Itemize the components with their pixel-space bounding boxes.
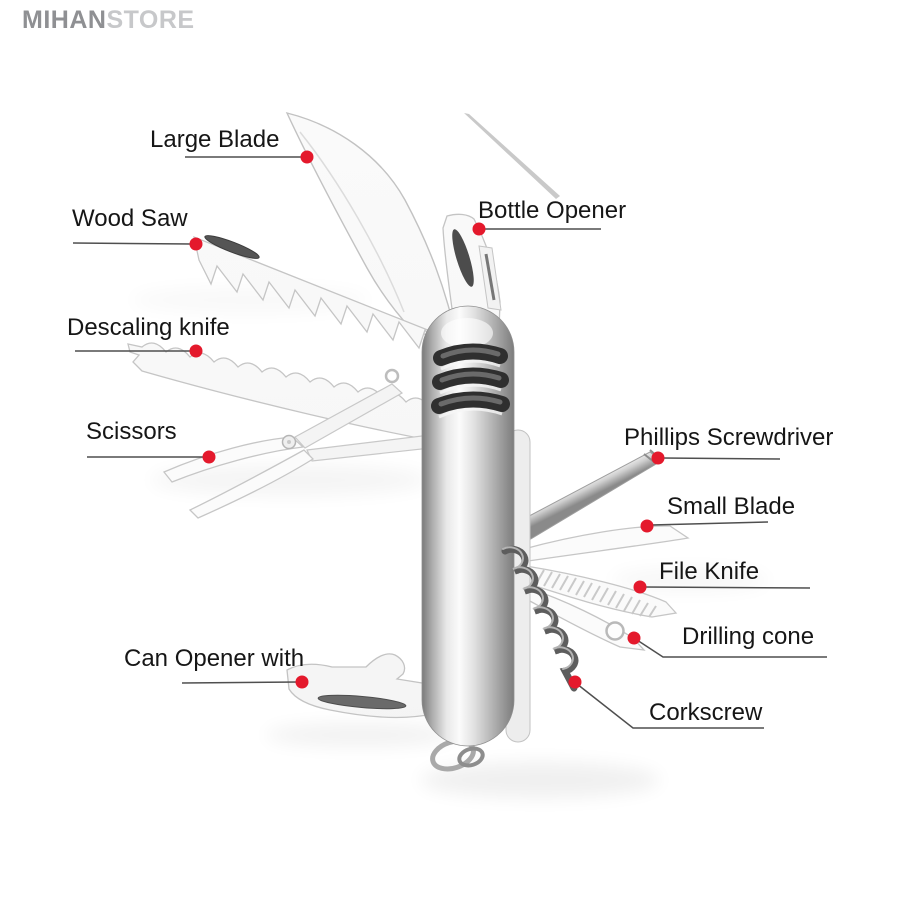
label-phillips-screwdriver: Phillips Screwdriver — [624, 424, 834, 451]
corkscrew-marker — [569, 676, 582, 689]
scissors-marker — [203, 451, 216, 464]
label-descaling-knife: Descaling knife — [67, 314, 230, 341]
small-blade-marker — [641, 520, 654, 533]
label-file-knife: File Knife — [659, 558, 760, 585]
folded-tool-edge — [464, 113, 560, 199]
grip-slots — [439, 350, 502, 406]
small-blade-leader — [651, 522, 768, 525]
label-drilling-cone: Drilling cone — [682, 623, 815, 650]
phillips-screwdriver-leader — [662, 458, 780, 459]
wood-saw-leader — [73, 243, 192, 244]
small-blade-tool — [524, 526, 688, 561]
can-opener-marker — [296, 676, 309, 689]
label-scissors: Scissors — [86, 418, 177, 445]
bottle-opener-marker — [473, 223, 486, 236]
wood-saw-marker — [190, 238, 203, 251]
label-wood-saw: Wood Saw — [72, 205, 188, 232]
label-corkscrew: Corkscrew — [649, 699, 763, 726]
phillips-screwdriver-marker — [652, 452, 665, 465]
brand-logo — [22, 6, 195, 35]
label-small-blade: Small Blade — [667, 493, 796, 520]
can-opener-leader — [182, 682, 298, 683]
file-knife-leader — [644, 587, 810, 588]
drilling-cone-marker — [628, 632, 641, 645]
label-bottle-opener: Bottle Opener — [478, 197, 627, 224]
descaling-knife-tool — [128, 343, 458, 444]
brand-name-primary: MIHAN — [22, 6, 107, 34]
large-blade-marker — [301, 151, 314, 164]
file-knife-marker — [634, 581, 647, 594]
handle — [422, 306, 514, 746]
descaling-knife-marker — [190, 345, 203, 358]
label-large-blade: Large Blade — [150, 126, 280, 153]
can-opener-tool — [287, 654, 432, 718]
brand-name-secondary: STORE — [106, 6, 195, 34]
label-can-opener: Can Opener with — [124, 645, 305, 672]
